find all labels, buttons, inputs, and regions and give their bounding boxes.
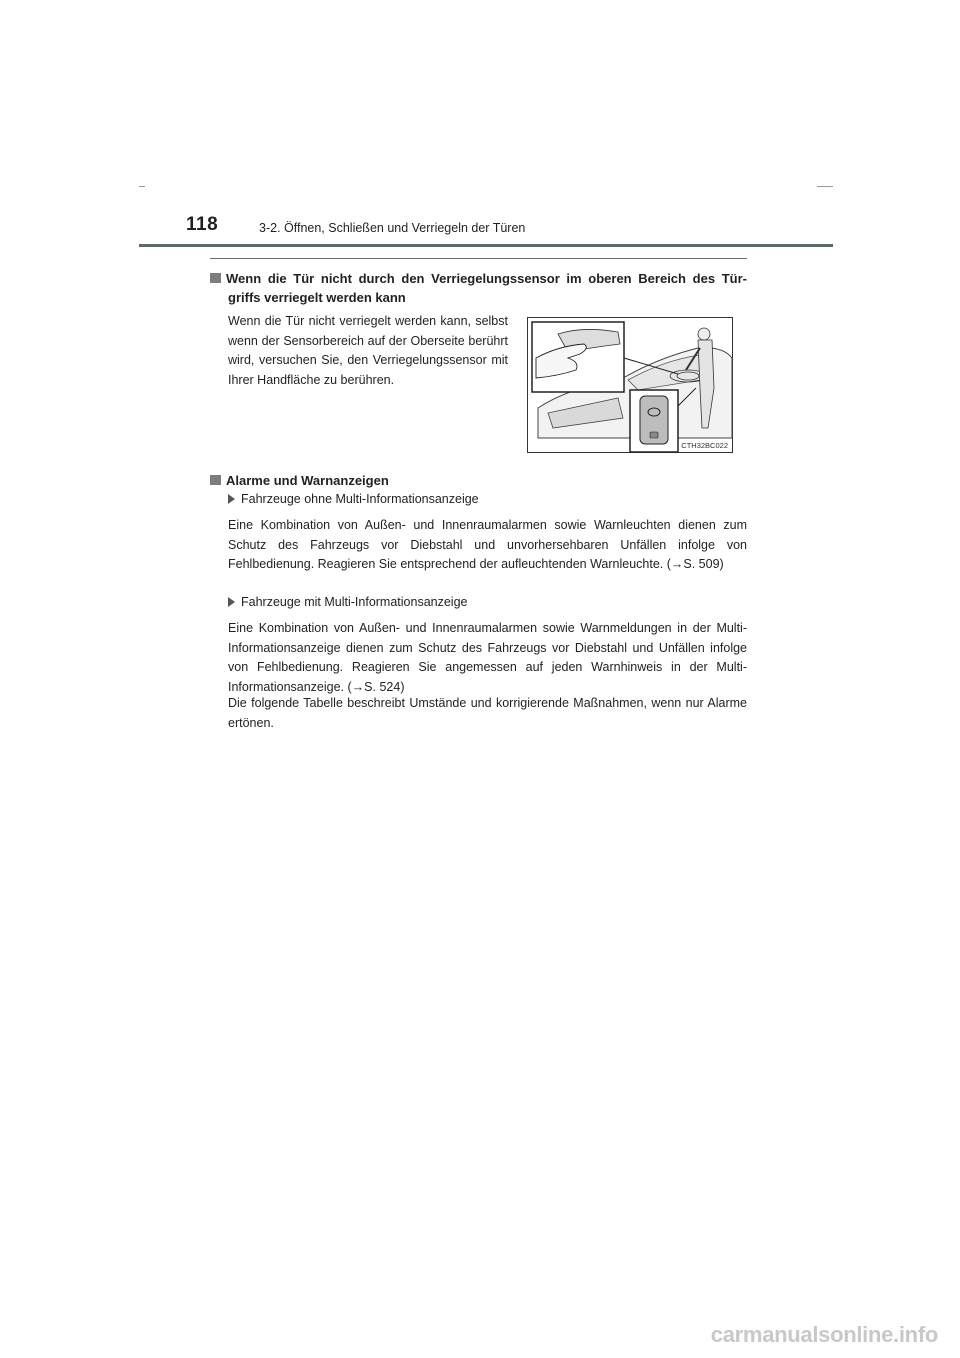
section-heading-lock-sensor [210, 269, 747, 307]
bullet-text: Fahrzeuge mit Multi-Informationsanzeige [241, 595, 468, 609]
triangle-bullet-icon [228, 494, 235, 504]
square-bullet-icon [210, 273, 221, 283]
page-number: 118 [186, 214, 219, 235]
paragraph-without-display: Eine Kombination von Außen- und Innenraumalarmen sowie Warnleuchten dienen zum Schutz des Fahrzeugs vor Diebstahl und unvorhersehbaren Unfällen infolge von Fehlbedienung. Reagieren Sie entsprechend der aufleuchtenden Warnleuchte. (→S. 509) [228, 518, 747, 571]
section-rule [210, 258, 747, 259]
heading-line-2: griffs verriegelt werden kann [228, 290, 406, 305]
chapter-title: 3-2. Öffnen, Schließen und Verriegeln der Türen [259, 221, 526, 235]
square-bullet-icon [210, 475, 221, 485]
paragraph-table-intro: Die folgende Tabelle beschreibt Umstände und korrigierende Maßnahmen, wenn nur Alarme ertönen. [228, 696, 747, 730]
site-watermark: carmanualsonline.info [710, 1322, 938, 1347]
header-rule [139, 244, 833, 247]
section-heading-alarms [210, 471, 389, 490]
bullet-with-display [228, 593, 468, 611]
person-head-icon [698, 328, 710, 340]
crop-mark-left [139, 186, 145, 187]
crop-mark-right [817, 186, 833, 187]
bullet-text: Fahrzeuge ohne Multi-Informationsanzeige [241, 492, 479, 506]
paragraph-with-display: Eine Kombination von Außen- und Innenraumalarmen sowie Warnmeldungen in der Multi-Informationsanzeige dienen zum Schutz des Fahrzeugs vor Diebstahl und Unfällen infolge von Fehlbedienung. Reagieren Sie angemessen auf jeden Warnhinweis in der Multi-Informationsanzeige. (→S. 524) [228, 621, 747, 694]
heading-line-1: Wenn die Tür nicht durch den Verriegelungssensor im oberen Bereich des Tür- [226, 271, 747, 286]
car-door-illustration [528, 318, 734, 454]
bullet-without-display [228, 490, 479, 508]
door-handle-figure [527, 317, 733, 453]
figure-code: CTH32BC022 [681, 441, 728, 450]
key-button-icon [650, 432, 658, 438]
lock-sensor-paragraph: Wenn die Tür nicht verriegelt werden kann, selbst wenn der Sensorbereich auf der Oberseite berührt wird, versuchen Sie, den Verriegelungssensor mit Ihrer Handfläche zu berühren. [228, 314, 508, 387]
alarms-heading-text: Alarme und Warnanzeigen [226, 473, 389, 488]
triangle-bullet-icon [228, 597, 235, 607]
